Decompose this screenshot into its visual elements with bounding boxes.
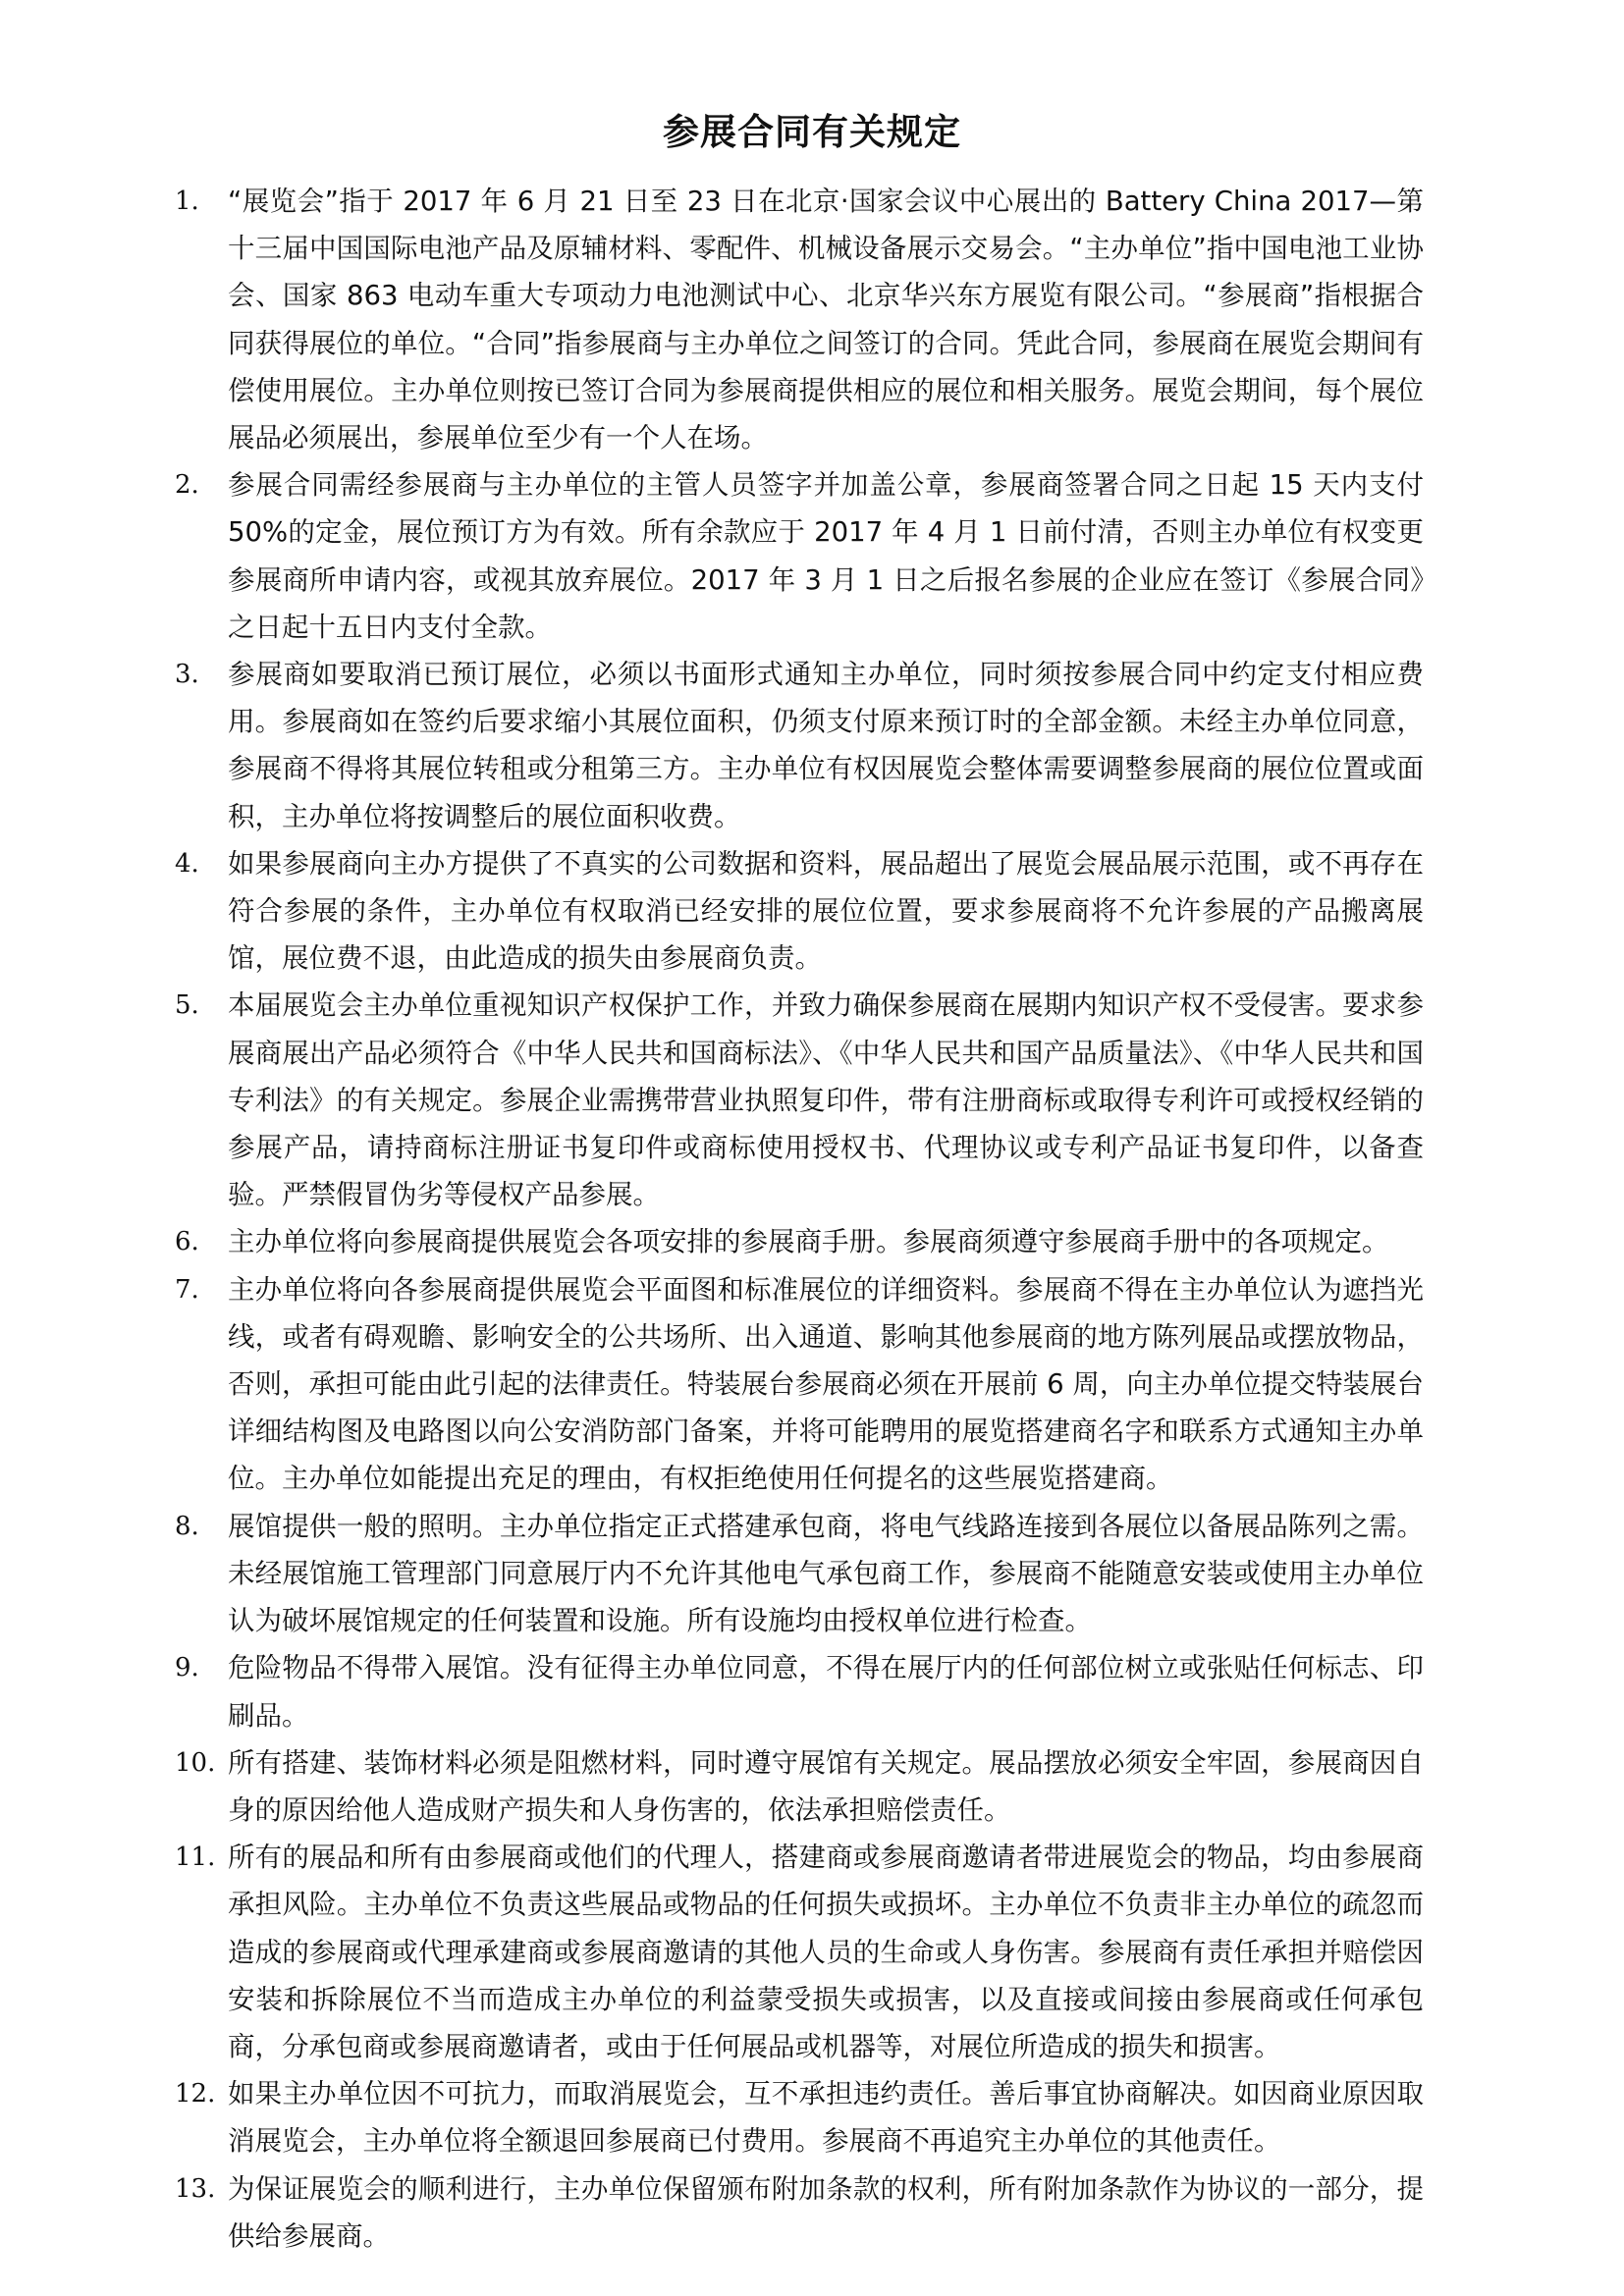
clause-item — [177, 1218, 1424, 1265]
clause-text: 参展合同需经参展商与主办单位的主管人员签字并加盖公章，参展商签署合同之日起 15 天内支付 50%的定金，展位预订方为有效。所有余款应于 2017 年 4 月 1 日前付清，否则主办单位有权变更参展商所申请内容，或视其放弃展位。2017 年 3 月 1 日之后报名参展的企业应在签订《参展合同》之日起十五日内支付全款。 — [228, 469, 1424, 643]
clause-number: 5. — [175, 990, 199, 1021]
clause-text: 本届展览会主办单位重视知识产权保护工作，并致力确保参展商在展期内知识产权不受侵害。要求参展商展出产品必须符合《中华人民共和国商标法》、《中华人民共和国产品质量法》、《中华人民共和国专利法》的有关规定。参展企业需携带营业执照复印件，带有注册商标或取得专利许可或授权经销的参展产品，请持商标注册证书复印件或商标使用授权书、代理协议或专利产品证书复印件，以备查验。严禁假冒伪劣等侵权产品参展。 — [228, 989, 1424, 1211]
clause-text: 如果主办单位因不可抗力，而取消展览会，互不承担违约责任。善后事宜协商解决。如因商业原因取消展览会，主办单位将全额退回参展商已付费用。参展商不再追究主办单位的其他责任。 — [228, 2078, 1424, 2158]
clause-text: 展馆提供一般的照明。主办单位指定正式搭建承包商，将电气线路连接到各展位以备展品陈列之需。未经展馆施工管理部门同意展厅内不允许其他电气承包商工作，参展商不能随意安装或使用主办单位认为破坏展馆规定的任何装置和设施。所有设施均由授权单位进行检查。 — [228, 1510, 1424, 1637]
clause-text: 主办单位将向参展商提供展览会各项安排的参展商手册。参展商须遵守参展商手册中的各项规定。 — [228, 1226, 1389, 1258]
clause-text: 危险物品不得带入展馆。没有征得主办单位同意，不得在展厅内的任何部位树立或张贴任何标志、印刷品。 — [228, 1652, 1424, 1732]
clause-number: 12. — [175, 2079, 216, 2109]
clause-number: 3. — [175, 660, 199, 690]
clause-text: 为保证展览会的顺利进行，主办单位保留颁布附加条款的权利，所有附加条款作为协议的一部分，提供给参展商。 — [228, 2172, 1424, 2252]
clause-number: 4. — [175, 848, 199, 879]
clause-number: 13. — [175, 2173, 216, 2204]
clause-item — [177, 178, 1424, 461]
clause-list — [177, 178, 1424, 2260]
clause-number: 10. — [175, 1747, 216, 1778]
page-title: 参展合同有关规定 — [663, 111, 961, 153]
clause-item — [177, 651, 1424, 840]
clause-item — [177, 840, 1424, 983]
clause-number: 1. — [175, 187, 199, 216]
clause-text: 所有搭建、装饰材料必须是阻燃材料，同时遵守展馆有关规定。展品摆放必须安全牢固，参展商因自身的原因给他人造成财产损失和人身伤害的，依法承担赔偿责任。 — [228, 1746, 1424, 1826]
clause-text: 如果参展商向主办方提供了不真实的公司数据和资料，展品超出了展览会展品展示范围，或不再存在符合参展的条件，主办单位有权取消已经安排的展位位置，要求参展商将不允许参展的产品搬离展馆，展位费不退，由此造成的损失由参展商负责。 — [228, 847, 1424, 975]
clause-text: “展览会”指于 2017 年 6 月 21 日至 23 日在北京·国家会议中心展出的 Battery China 2017—第十三届中国国际电池产品及原辅材料、零配件、机械设备展示交易会。“主办单位”指中国电池工业协会、国家 863 电动车重大专项动力电池测试中心、北京华兴东方展览有限公司。“参展商”指根据合同获得展位的单位。“合同”指参展商与主办单位之间签订的合同。凭此合同，参展商在展览会期间有偿使用展位。主办单位则按已签订合同为参展商提供相应的展位和相关服务。展览会期间，每个展位展品必须展出，参展单位至少有一个人在场。 — [228, 186, 1424, 454]
clause-number: 7. — [175, 1274, 199, 1305]
clause-number: 11. — [175, 1842, 216, 1873]
clause-number: 2. — [175, 470, 199, 501]
clause-item — [177, 1834, 1424, 2070]
clause-item — [177, 1266, 1424, 1503]
clause-number: 9. — [175, 1653, 199, 1683]
clause-number: 6. — [175, 1227, 199, 1257]
clause-number: 8. — [175, 1511, 199, 1541]
clause-item — [177, 1739, 1424, 1834]
clause-item — [177, 1503, 1424, 1645]
clause-text: 主办单位将向各参展商提供展览会平面图和标准展位的详细资料。参展商不得在主办单位认为遮挡光线，或者有碍观瞻、影响安全的公共场所、出入通道、影响其他参展商的地方陈列展品或摆放物品，否则，承担可能由此引起的法律责任。特装展台参展商必须在开展前 6 周，向主办单位提交特装展台详细结构图及电路图以向公安消防部门备案，并将可能聘用的展览搭建商名字和联系方式通知主办单位。主办单位如能提出充足的理由，有权拒绝使用任何提名的这些展览搭建商。 — [228, 1273, 1424, 1495]
clause-text: 参展商如要取消已预订展位，必须以书面形式通知主办单位，同时须按参展合同中约定支付相应费用。参展商如在签约后要求缩小其展位面积，仍须支付原来预订时的全部金额。未经主办单位同意，参展商不得将其展位转租或分租第三方。主办单位有权因展览会整体需要调整参展商的展位位置或面积，主办单位将按调整后的展位面积收费。 — [228, 659, 1424, 832]
clause-item — [177, 2165, 1424, 2260]
clause-text: 所有的展品和所有由参展商或他们的代理人，搭建商或参展商邀请者带进展览会的物品，均由参展商承担风险。主办单位不负责这些展品或物品的任何损失或损坏。主办单位不负责非主办单位的疏忽而造成的参展商或代理承建商或参展商邀请的其他人员的生命或人身伤害。参展商有责任承担并赔偿因安装和拆除展位不当而造成主办单位的利益蒙受损失或损害，以及直接或间接由参展商或任何承包商，分承包商或参展商邀请者，或由于任何展品或机器等，对展位所造成的损失和损害。 — [228, 1842, 1424, 2062]
clause-item — [177, 982, 1424, 1218]
clause-item — [177, 2070, 1424, 2164]
clause-item — [177, 461, 1424, 651]
clause-item — [177, 1644, 1424, 1738]
